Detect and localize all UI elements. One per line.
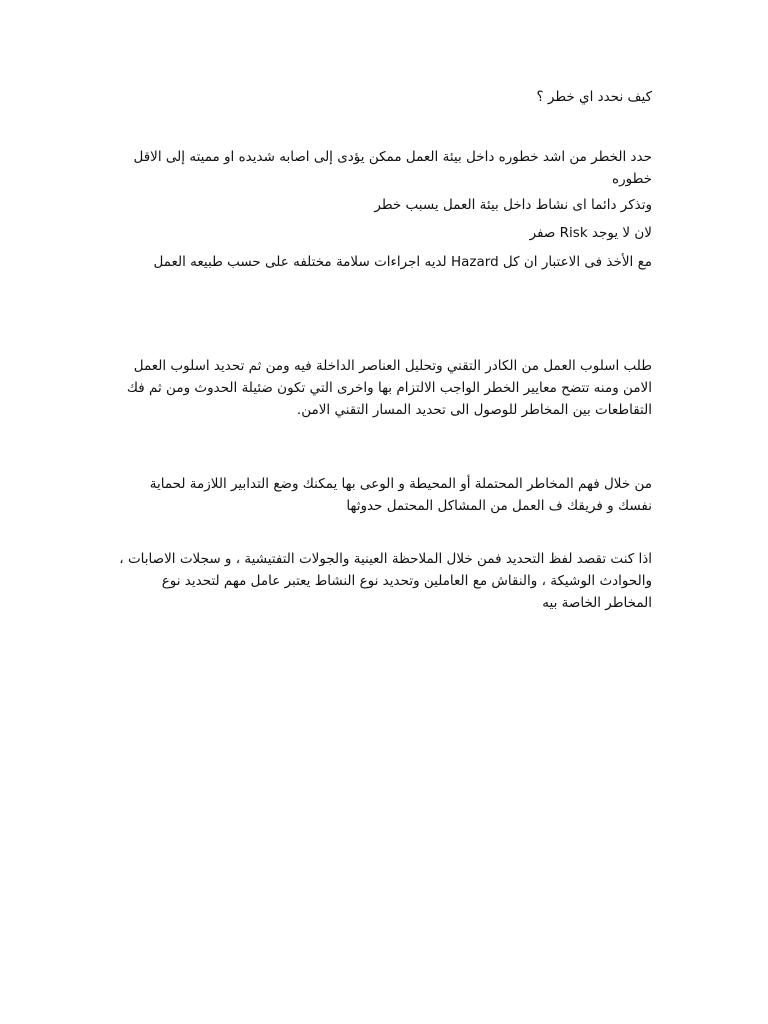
heading-block xyxy=(116,86,652,108)
identification-paragraph: اذا كنت تقصد لفظ التحديد فمن خلال الملاحظة العينية والجولات التفتيشية ، و سجلات الاصابات ، والحوادث الوشيكة ، والنقاش مع العاملين وتحديد نوع النشاط يعتبر عامل مهم لتحديد نوع المخاطر الخاصة بيه xyxy=(119,551,652,611)
document-heading: كيف نحدد اي خطر ؟ xyxy=(536,89,652,105)
awareness-block xyxy=(116,473,652,517)
reminder-paragraph: وتذكر دائما اى نشاط داخل بيئة العمل يسبب خطر xyxy=(374,197,652,213)
method-paragraph: طلب اسلوب العمل من الكادر التقني وتحليل العناصر الداخلة فيه ومن ثم تحديد اسلوب العمل الامن ومنه تتضح معايير الخطر الواجب الالتزام بها واخرى التي تكون ضئيلة الحدوث ومن ثم فك التقاطعات بين المخاطر للوصول الى تحديد المسار التقني الامن. xyxy=(126,358,652,418)
hazard-block xyxy=(116,251,652,273)
definition-block xyxy=(116,146,652,190)
reminder-block xyxy=(116,194,652,216)
method-block xyxy=(116,355,652,421)
awareness-paragraph: من خلال فهم المخاطر المحتملة أو المحيطة و الوعى بها يمكنك وضع التدابير اللازمة لحماية نفسك و فريقك ف العمل من المشاكل المحتمل حدوثها xyxy=(149,476,652,514)
zero-risk-block xyxy=(116,222,652,244)
definition-paragraph: حدد الخطر من اشد خطوره داخل بيئة العمل ممكن يؤدى إلى اصابه شديده او مميته إلى الاقل خطوره xyxy=(133,149,652,187)
hazard-note-paragraph: مع الأخذ فى الاعتبار ان كل Hazard لديه اجراءات سلامة مختلفه على حسب طبيعه العمل xyxy=(153,254,652,270)
identification-block xyxy=(116,548,652,614)
zero-risk-paragraph: لان لا يوجد Risk صفر xyxy=(529,225,652,241)
